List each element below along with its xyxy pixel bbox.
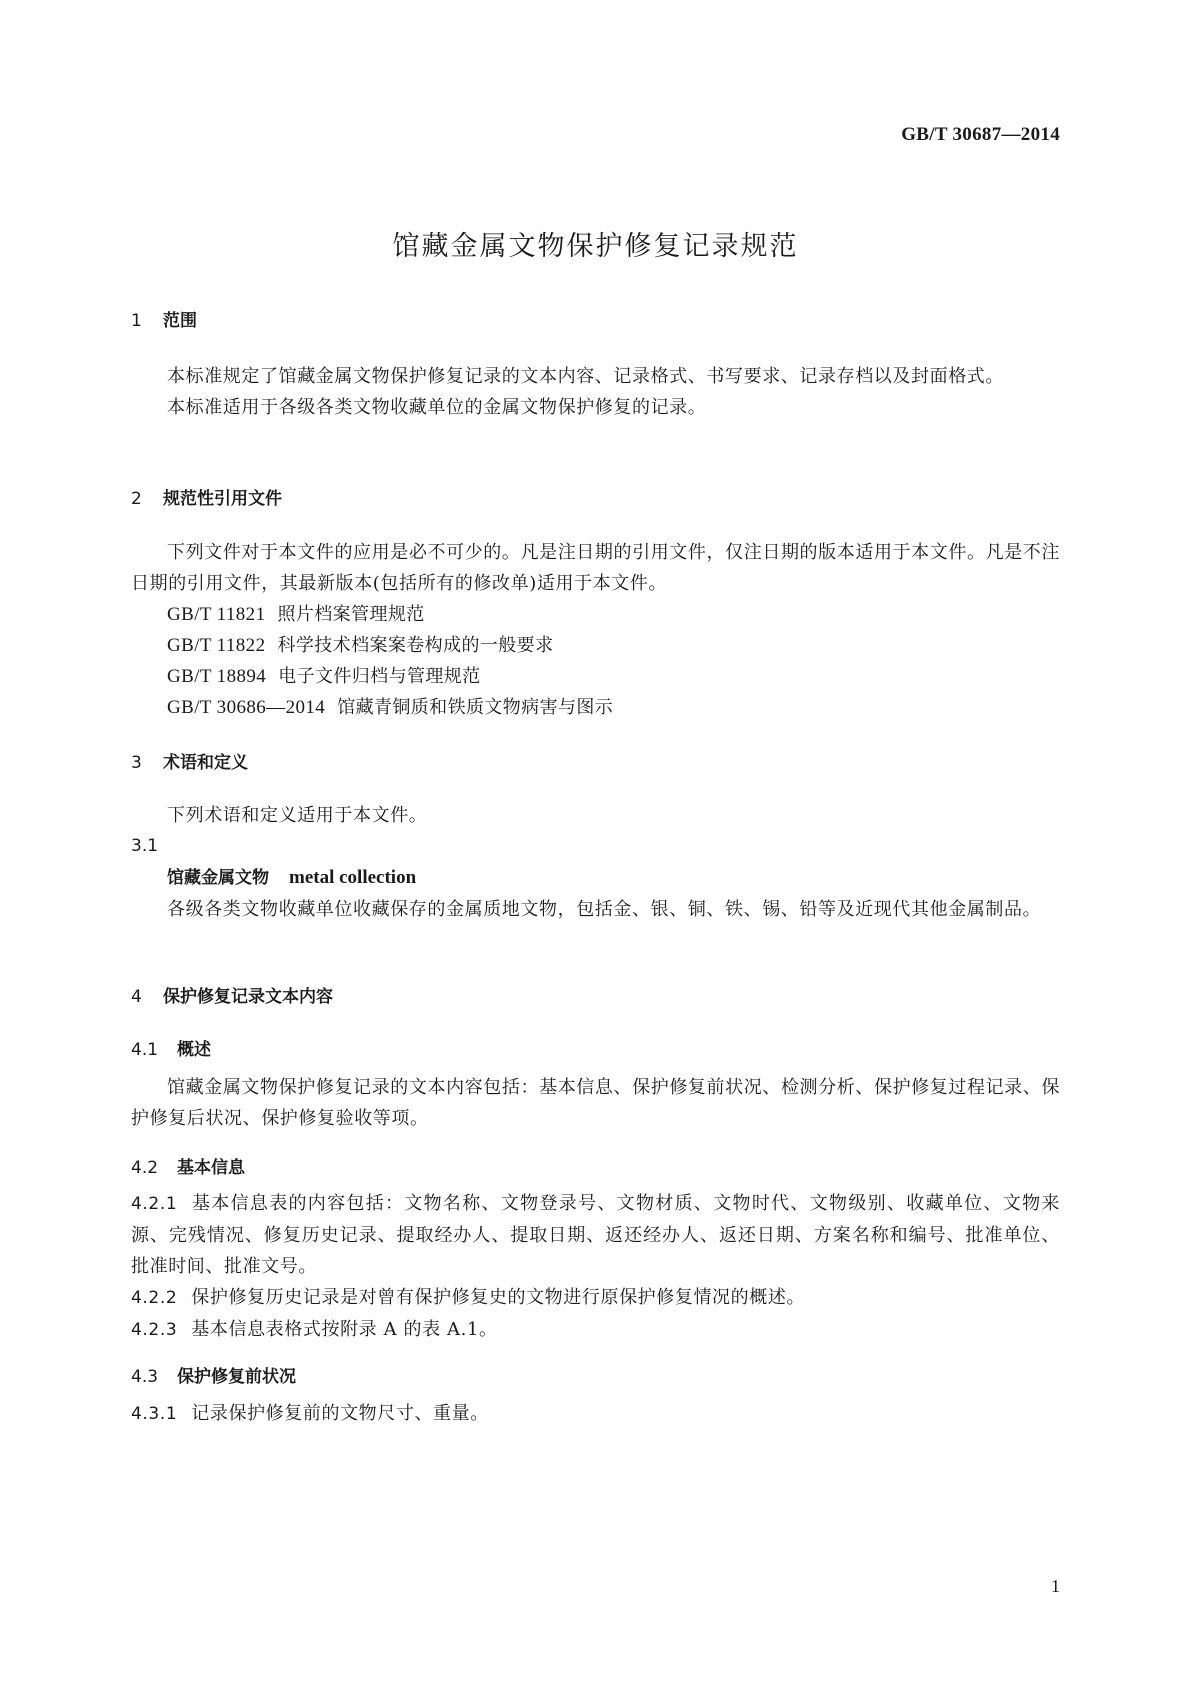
section-3-body [131,800,1060,925]
subsection-number: 4.1 [131,1040,159,1060]
section-title: 术语和定义 [163,753,248,773]
clause-text: 基本信息表的内容包括：文物名称、文物登录号、文物材质、文物时代、文物级别、收藏单位、文物来源、完残情况、修复历史记录、提取经办人、提取日期、返还经办人、返还日期、方案名称和编号、批准单位、批准时间、批准文号。 [131,1193,1060,1277]
reference-code: GB/T 30686—2014 [167,697,326,718]
section-number: 3 [131,753,142,773]
section-1-body [131,361,1060,423]
section-4-1-heading [131,1035,1060,1060]
section-3-heading [131,748,1060,773]
clause [131,1188,1060,1282]
term-number: 3.1 [131,836,159,856]
section-number: 2 [131,489,142,509]
section-4-2-heading [131,1153,1060,1178]
document-title: 馆藏金属文物保护修复记录规范 [392,231,799,262]
reference-item [131,630,1060,661]
section-4-1-body [131,1072,1060,1134]
subsection-number: 4.3 [131,1367,159,1387]
term-english: metal collection [289,867,417,888]
term-heading [131,862,1060,894]
section-4-heading [131,982,1060,1007]
section-number: 4 [131,987,142,1007]
reference-code: GB/T 11822 [167,635,266,656]
reference-title: 电子文件归档与管理规范 [278,666,481,687]
section-number: 1 [131,311,142,331]
subsection-title: 基本信息 [177,1158,245,1178]
section-2-body [131,537,1060,723]
section-4-2-body [131,1188,1060,1346]
section-4-3-heading [131,1362,1060,1387]
clause-number: 4.2.3 [131,1320,178,1340]
clause-number: 4.3.1 [131,1404,178,1424]
reference-item [131,692,1060,723]
reference-item [131,661,1060,692]
clause-text: 基本信息表格式按附录 A 的表 A.1。 [191,1319,498,1340]
reference-code: GB/T 11821 [167,604,266,625]
section-title: 规范性引用文件 [163,489,282,509]
section-title: 保护修复记录文本内容 [163,987,333,1007]
term-definition: 各级各类文物收藏单位收藏保存的金属质地文物，包括金、银、铜、铁、锡、铅等及近现代其他金属制品。 [167,899,1042,920]
reference-title: 照片档案管理规范 [277,604,425,625]
section-1-heading [131,306,1060,331]
reference-title: 科学技术档案案卷构成的一般要求 [277,635,554,656]
clause [131,1282,1060,1314]
clause-text: 记录保护修复前的文物尺寸、重量。 [191,1403,489,1424]
paragraph: 下列文件对于本文件的应用是必不可少的。凡是注日期的引用文件，仅注日期的版本适用于本文件。凡是不注日期的引用文件，其最新版本(包括所有的修改单)适用于本文件。 [131,542,1060,594]
clause-number: 4.2.1 [131,1194,178,1214]
section-title: 范围 [163,311,197,331]
page-number: 1 [1051,1576,1060,1596]
paragraph: 馆藏金属文物保护修复记录的文本内容包括：基本信息、保护修复前状况、检测分析、保护修复过程记录、保护修复后状况、保护修复验收等项。 [131,1077,1060,1129]
subsection-title: 保护修复前状况 [177,1367,296,1387]
section-4-3-body [131,1398,1060,1430]
reference-title: 馆藏青铜质和铁质文物病害与图示 [337,697,614,718]
paragraph: 本标准适用于各级各类文物收藏单位的金属文物保护修复的记录。 [167,397,707,418]
term-chinese: 馆藏金属文物 [167,868,269,888]
reference-item [131,599,1060,630]
subsection-number: 4.2 [131,1158,159,1178]
clause [131,1398,1060,1430]
paragraph: 下列术语和定义适用于本文件。 [167,805,428,826]
clause-number: 4.2.2 [131,1288,178,1308]
subsection-title: 概述 [177,1040,211,1060]
paragraph: 本标准规定了馆藏金属文物保护修复记录的文本内容、记录格式、书写要求、记录存档以及封面格式。 [167,366,1004,387]
clause [131,1314,1060,1346]
section-2-heading [131,484,1060,509]
reference-code: GB/T 18894 [167,666,267,687]
clause-text: 保护修复历史记录是对曾有保护修复史的文物进行原保护修复情况的概述。 [191,1287,806,1308]
standard-code: GB/T 30687—2014 [901,124,1060,145]
